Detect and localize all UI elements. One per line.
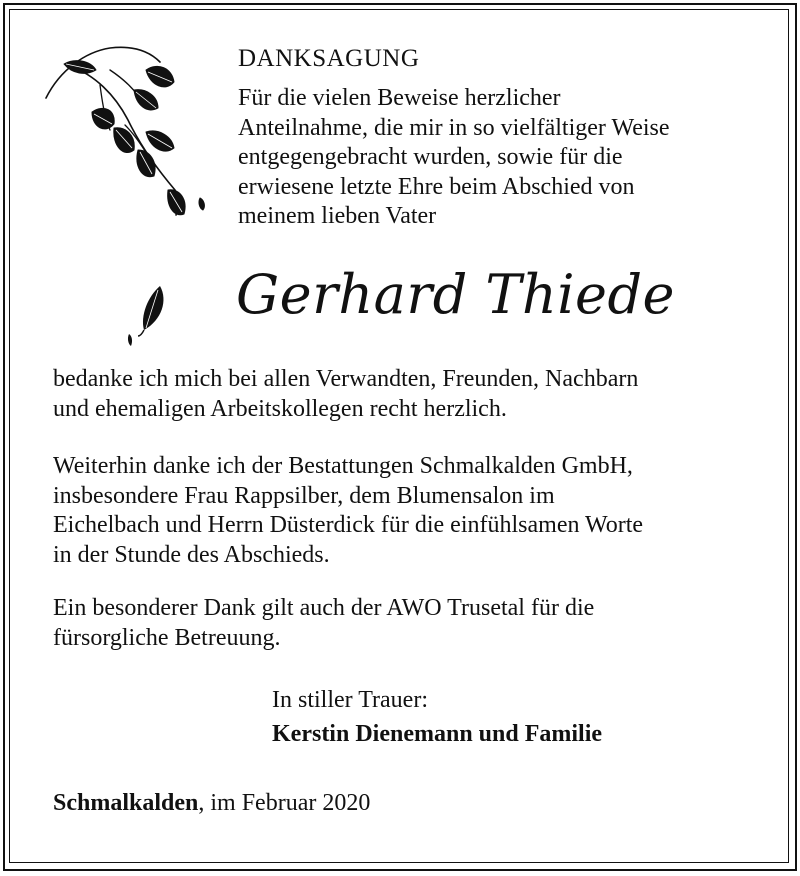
paragraph-line: Eichelbach und Herrn Düsterdick für die einfühlsamen Worte — [53, 512, 644, 538]
paragraph-line: Ein besonderer Dank gilt auch der AWO Trusetal für die — [53, 595, 595, 621]
mourning-block — [272, 683, 602, 751]
thanks-paragraph-1 — [53, 365, 773, 424]
place-name: Schmalkalden — [53, 790, 199, 816]
intro-line: Für die vielen Beweise herzlicher — [238, 85, 561, 111]
paragraph-line: Weiterhin danke ich der Bestattungen Schmalkalden GmbH, — [53, 453, 633, 479]
thanks-paragraph-2 — [53, 452, 773, 570]
place-date — [53, 788, 370, 818]
thanks-paragraph-3 — [53, 594, 773, 653]
paragraph-line: fürsorgliche Betreuung. — [53, 624, 281, 651]
family-name: Kerstin Dienemann und Familie — [272, 721, 603, 747]
falling-leaf-icon — [120, 282, 180, 352]
notice-heading: DANKSAGUNG — [238, 45, 420, 72]
paragraph-line: und ehemaligen Arbeitskollegen recht herzlich. — [53, 395, 507, 422]
paragraph-line: in der Stunde des Abschieds. — [53, 541, 330, 568]
intro-line: meinem lieben Vater — [238, 203, 437, 229]
intro-text — [238, 84, 758, 232]
intro-line: Anteilnahme, die mir in so vielfältiger Weise — [238, 114, 670, 141]
intro-line: entgegengebracht wurden, sowie für die — [238, 144, 623, 170]
intro-line: erwiesene letzte Ehre beim Abschied von — [238, 173, 635, 200]
paragraph-line: insbesondere Frau Rappsilber, dem Blumensalon im — [53, 482, 555, 509]
paragraph-line: bedanke ich mich bei allen Verwandten, Freunden, Nachbarn — [53, 366, 639, 392]
birch-branch-icon — [40, 40, 220, 240]
date-text: , im Februar 2020 — [198, 790, 371, 816]
mourning-label: In stiller Trauer: — [272, 687, 428, 713]
deceased-name: Gerhard Thiede — [236, 263, 675, 326]
